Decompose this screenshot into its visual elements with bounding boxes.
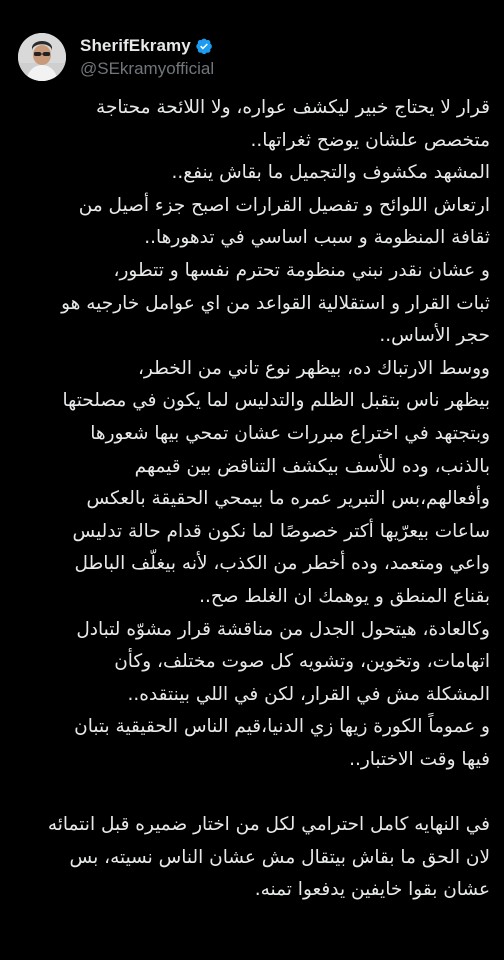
tweet-line: ووسط الارتباك ده، بيظهر نوع تاني من الخطر، [137, 357, 490, 379]
tweet-line: ارتعاش اللوائح و تفصيل القرارات اصبح جزء أصيل من [78, 194, 490, 216]
tweet-line: المشهد مكشوف والتجميل ما بقاش ينفع.. [171, 162, 490, 184]
paragraph-gap [14, 776, 490, 809]
tweet-line: وأفعالهم،بس التبرير عمره ما بيمحي الحقيقة بالعكس [86, 488, 490, 510]
tweet-line: فيها وقت الاختبار.. [349, 748, 490, 770]
tweet-header [18, 30, 486, 84]
tweet-line: و عموماً الكورة زيها زي الدنيا،قيم الناس الحقيقية بتبان [74, 716, 490, 738]
tweet-text [14, 92, 490, 907]
tweet-line: بقناع المنطق و يوهمك ان الغلط صح.. [199, 585, 490, 607]
tweet-line: في النهايه كامل احترامي لكل من اختار ضميره قبل انتمائه [47, 814, 490, 836]
avatar[interactable] [18, 33, 66, 81]
author-names [80, 35, 214, 79]
profile-photo [18, 33, 66, 81]
author-handle[interactable]: @SEkramyofficial [80, 59, 215, 78]
verified-badge-icon [195, 37, 213, 55]
tweet-line: ثبات القرار و استقلالية القواعد من اي عوامل خارجيه هو [61, 292, 490, 314]
tweet-line: لان الحق ما بقاش بيتقال مش عشان الناس نسيته، بس [69, 846, 490, 868]
tweet-line: قرار لا يحتاج خبير ليكشف عواره، ولا اللائحة محتاجة [96, 97, 490, 118]
tweet-line: اتهامات، وتخوين، وتشويه كل صوت مختلف، وكأن [114, 651, 490, 673]
tweet-line: بالذنب، وده للأسف بيكشف التناقض بين قيمهم [134, 455, 490, 477]
tweet-line: ساعات بيعرّيها أكتر خصوصًا لما نكون قدام حالة تدليس [72, 520, 490, 542]
tweet-line: واعي ومتعمد، وده أخطر من الكذب، لأنه بيغلّف الباطل [74, 553, 490, 575]
tweet-line: و عشان نقدر نبني منظومة تحترم نفسها و تتطور، [113, 259, 490, 281]
tweet-line: المشكلة مش في القرار، لكن في اللي بينتقده.. [127, 683, 490, 705]
tweet-line: حجر الأساس.. [379, 325, 490, 347]
tweet-line: متخصص علشان يوضح ثغراتها.. [250, 129, 490, 151]
tweet-line: وكالعادة، هيتحول الجدل من مناقشة قرار مشوّه لتبادل [76, 618, 490, 640]
display-name[interactable]: SherifEkramy [80, 36, 191, 55]
tweet-line: بيظهر ناس بتقبل الظلم والتدليس لما يكون في مصلحتها [62, 390, 490, 412]
tweet-line: ثقافة المنظومة و سبب اساسي في تدهورها.. [144, 227, 490, 249]
tweet-line: عشان بقوا خايفين يدفعوا تمنه. [254, 879, 490, 901]
display-name-row [80, 35, 214, 57]
tweet-line: وبتجتهد في اختراع مبررات عشان تمحي بيها شعورها [90, 422, 490, 444]
